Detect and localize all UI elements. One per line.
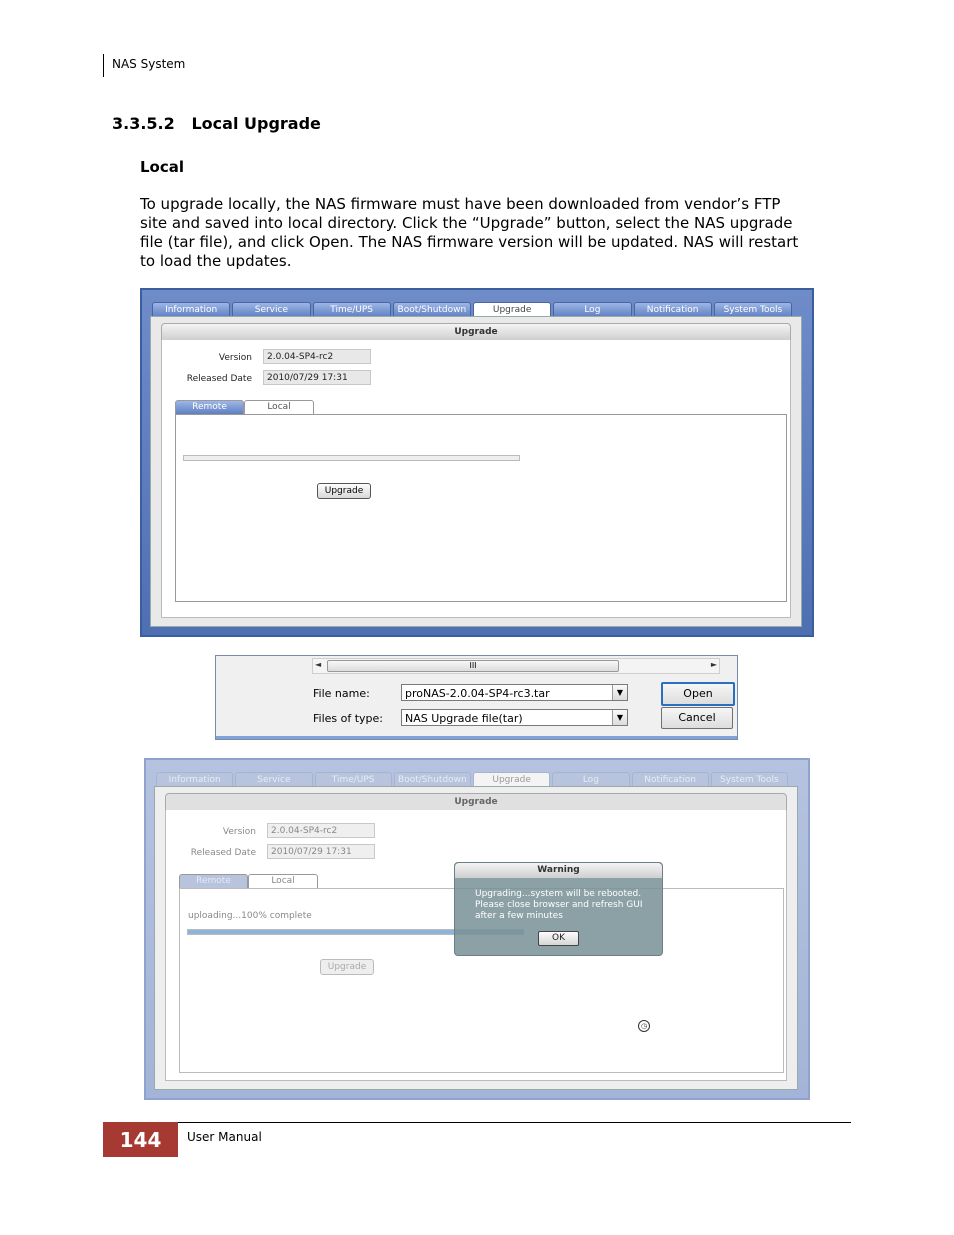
- running-header: NAS System: [112, 57, 186, 71]
- tab-notification[interactable]: Notification: [634, 302, 712, 317]
- released-date-label: Released Date: [186, 374, 252, 384]
- chevron-down-icon[interactable]: ▼: [612, 685, 627, 700]
- tab-service: Service: [235, 772, 312, 787]
- tab-time-ups[interactable]: Time/UPS: [313, 302, 391, 317]
- released-date-field: 2010/07/29 17:31: [263, 370, 371, 385]
- tab-system-tools[interactable]: System Tools: [714, 302, 792, 317]
- tab-information: Information: [156, 772, 233, 787]
- file-name-value: proNAS-2.0.04-SP4-rc3.tar: [405, 687, 550, 700]
- upload-status-text: uploading...100% complete: [188, 911, 312, 921]
- subtab-local[interactable]: Local: [244, 400, 314, 414]
- tab-notification: Notification: [632, 772, 709, 787]
- file-type-combo[interactable]: [401, 709, 628, 726]
- version-label: Version: [218, 353, 252, 363]
- warning-line: after a few minutes: [475, 911, 563, 921]
- header-rule: [103, 54, 104, 77]
- tab-log[interactable]: Log: [553, 302, 631, 317]
- tab-upgrade: Upgrade: [473, 772, 550, 787]
- ok-button[interactable]: OK: [538, 931, 579, 946]
- nav-tabs: [156, 772, 788, 787]
- warning-dialog: [454, 862, 663, 956]
- panel-body: [161, 340, 791, 618]
- tab-log: Log: [552, 772, 629, 787]
- version-field: 2.0.04-SP4-rc2: [267, 823, 375, 838]
- body-paragraph: [140, 195, 840, 271]
- subtab-remote: Remote: [179, 874, 248, 888]
- section-heading: [112, 114, 321, 133]
- footer-rule: [178, 1122, 851, 1123]
- tab-boot-shutdown[interactable]: Boot/Shutdown: [393, 302, 471, 317]
- upgrade-panel: [150, 316, 802, 627]
- warning-line: Upgrading...system will be rebooted.: [475, 889, 642, 899]
- page-number: 144: [103, 1122, 178, 1157]
- upgrade-screenshot: [140, 288, 814, 637]
- paragraph-line: file (tar file), and click Open. The NAS firmware version will be updated. NAS will restart: [140, 233, 799, 251]
- released-date-field: 2010/07/29 17:31: [267, 844, 375, 859]
- tab-system-tools: System Tools: [711, 772, 788, 787]
- subtab-remote[interactable]: Remote: [175, 400, 244, 414]
- file-name-label: File name:: [313, 687, 370, 700]
- nav-tabs: [152, 302, 792, 317]
- cancel-button[interactable]: Cancel: [661, 707, 733, 729]
- file-name-combo[interactable]: [401, 684, 628, 701]
- upload-warning-screenshot: [144, 758, 810, 1100]
- subtab-local: Local: [248, 874, 318, 888]
- warning-message: [475, 889, 643, 922]
- warning-line: Please close browser and refresh GUI: [475, 900, 643, 910]
- upload-progress-bar: [183, 455, 520, 461]
- tab-boot-shutdown: Boot/Shutdown: [394, 772, 471, 787]
- upgrade-button[interactable]: Upgrade: [317, 483, 371, 499]
- paragraph-line: site and saved into local directory. Click the “Upgrade” button, select the NAS upgrade: [140, 214, 793, 232]
- upgrade-button: Upgrade: [320, 959, 374, 975]
- subsection-heading: Local: [140, 158, 185, 176]
- paragraph-line: to load the updates.: [140, 252, 292, 270]
- scroll-left-icon[interactable]: ◄: [315, 660, 322, 669]
- section-title: Local Upgrade: [191, 114, 321, 133]
- horizontal-scrollbar[interactable]: [312, 658, 720, 674]
- paragraph-line: To upgrade locally, the NAS firmware must have been downloaded from vendor’s FTP: [140, 195, 781, 213]
- file-open-dialog: [215, 655, 738, 740]
- chevron-down-icon[interactable]: ▼: [612, 710, 627, 725]
- tab-upgrade[interactable]: Upgrade: [473, 302, 551, 317]
- warning-title: Warning: [455, 863, 662, 878]
- file-type-label: Files of type:: [313, 712, 384, 725]
- local-upload-box: [175, 414, 787, 602]
- panel-title: Upgrade: [165, 793, 787, 811]
- scrollbar-thumb[interactable]: III: [327, 660, 619, 672]
- tab-information[interactable]: Information: [152, 302, 230, 317]
- scroll-right-icon[interactable]: ►: [710, 660, 717, 669]
- footer-title: User Manual: [187, 1130, 262, 1144]
- panel-title: Upgrade: [161, 323, 791, 341]
- released-date-label: Released Date: [190, 848, 256, 858]
- busy-cursor-icon: ◷: [638, 1020, 650, 1032]
- open-button[interactable]: Open: [661, 682, 735, 706]
- section-number: 3.3.5.2: [112, 114, 175, 133]
- file-type-value: NAS Upgrade file(tar): [405, 712, 523, 725]
- version-field: 2.0.04-SP4-rc2: [263, 349, 371, 364]
- dialog-bottom-edge: [216, 736, 737, 739]
- tab-service[interactable]: Service: [232, 302, 310, 317]
- tab-time-ups: Time/UPS: [315, 772, 392, 787]
- version-label: Version: [222, 827, 256, 837]
